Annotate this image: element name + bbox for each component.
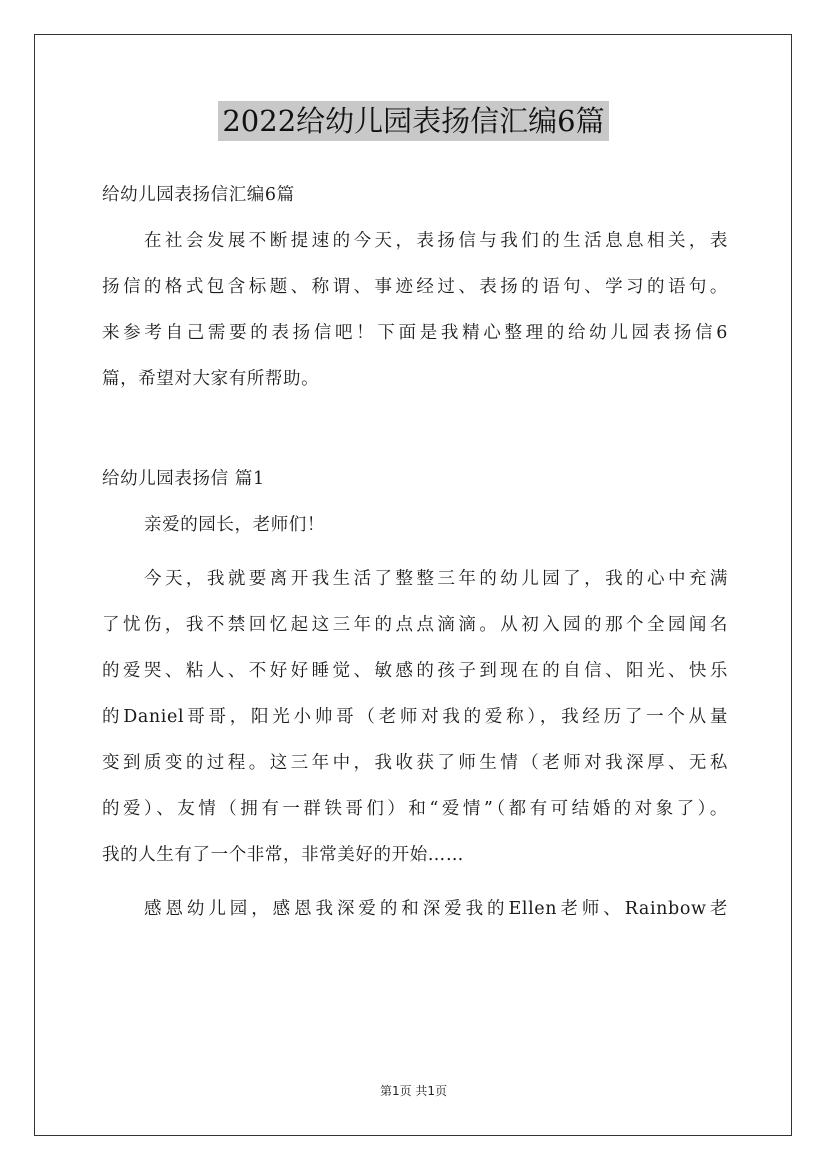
section-heading: 给幼儿园表扬信 篇1 (102, 469, 265, 489)
salutation: 亲爱的园长，老师们！ (144, 515, 325, 535)
page-number-footer: 第1页 共1页 (379, 1084, 448, 1098)
document-title: 2022给幼儿园表扬信汇编6篇 (218, 101, 608, 141)
body-line-6: 的爱）、友情（拥有一群铁哥们）和“爱情”（都有可结婚的对象了）。 (102, 799, 728, 819)
body-line-4: 的Daniel哥哥，阳光小帅哥（老师对我的爱称），我经历了一个从量 (102, 707, 728, 727)
body-line-1: 今天，我就要离开我生活了整整三年的幼儿园了，我的心中充满 (144, 569, 728, 589)
closing-line: 感恩幼儿园，感恩我深爱的和深爱我的Ellen老师、Rainbow老 (144, 899, 728, 919)
intro-line-2: 扬信的格式包含标题、称谓、事迹经过、表扬的语句、学习的语句。 (102, 277, 728, 297)
intro-line-1: 在社会发展不断提速的今天，表扬信与我们的生活息息相关，表 (144, 231, 728, 251)
intro-line-3: 来参考自己需要的表扬信吧！下面是我精心整理的给幼儿园表扬信6 (102, 323, 728, 343)
intro-line-4: 篇，希望对大家有所帮助。 (102, 369, 320, 389)
title-container (0, 101, 827, 141)
document-subtitle: 给幼儿园表扬信汇编6篇 (102, 185, 295, 205)
body-line-2: 了忧伤，我不禁回忆起这三年的点点滴滴。从初入园的那个全园闻名 (102, 615, 728, 635)
body-line-3: 的爱哭、粘人、不好好睡觉、敏感的孩子到现在的自信、阳光、快乐 (102, 661, 728, 681)
body-line-5: 变到质变的过程。这三年中，我收获了师生情（老师对我深厚、无私 (102, 753, 728, 773)
document-body (102, 172, 728, 932)
body-line-7: 我的人生有了一个非常，非常美好的开始…… (102, 845, 464, 865)
